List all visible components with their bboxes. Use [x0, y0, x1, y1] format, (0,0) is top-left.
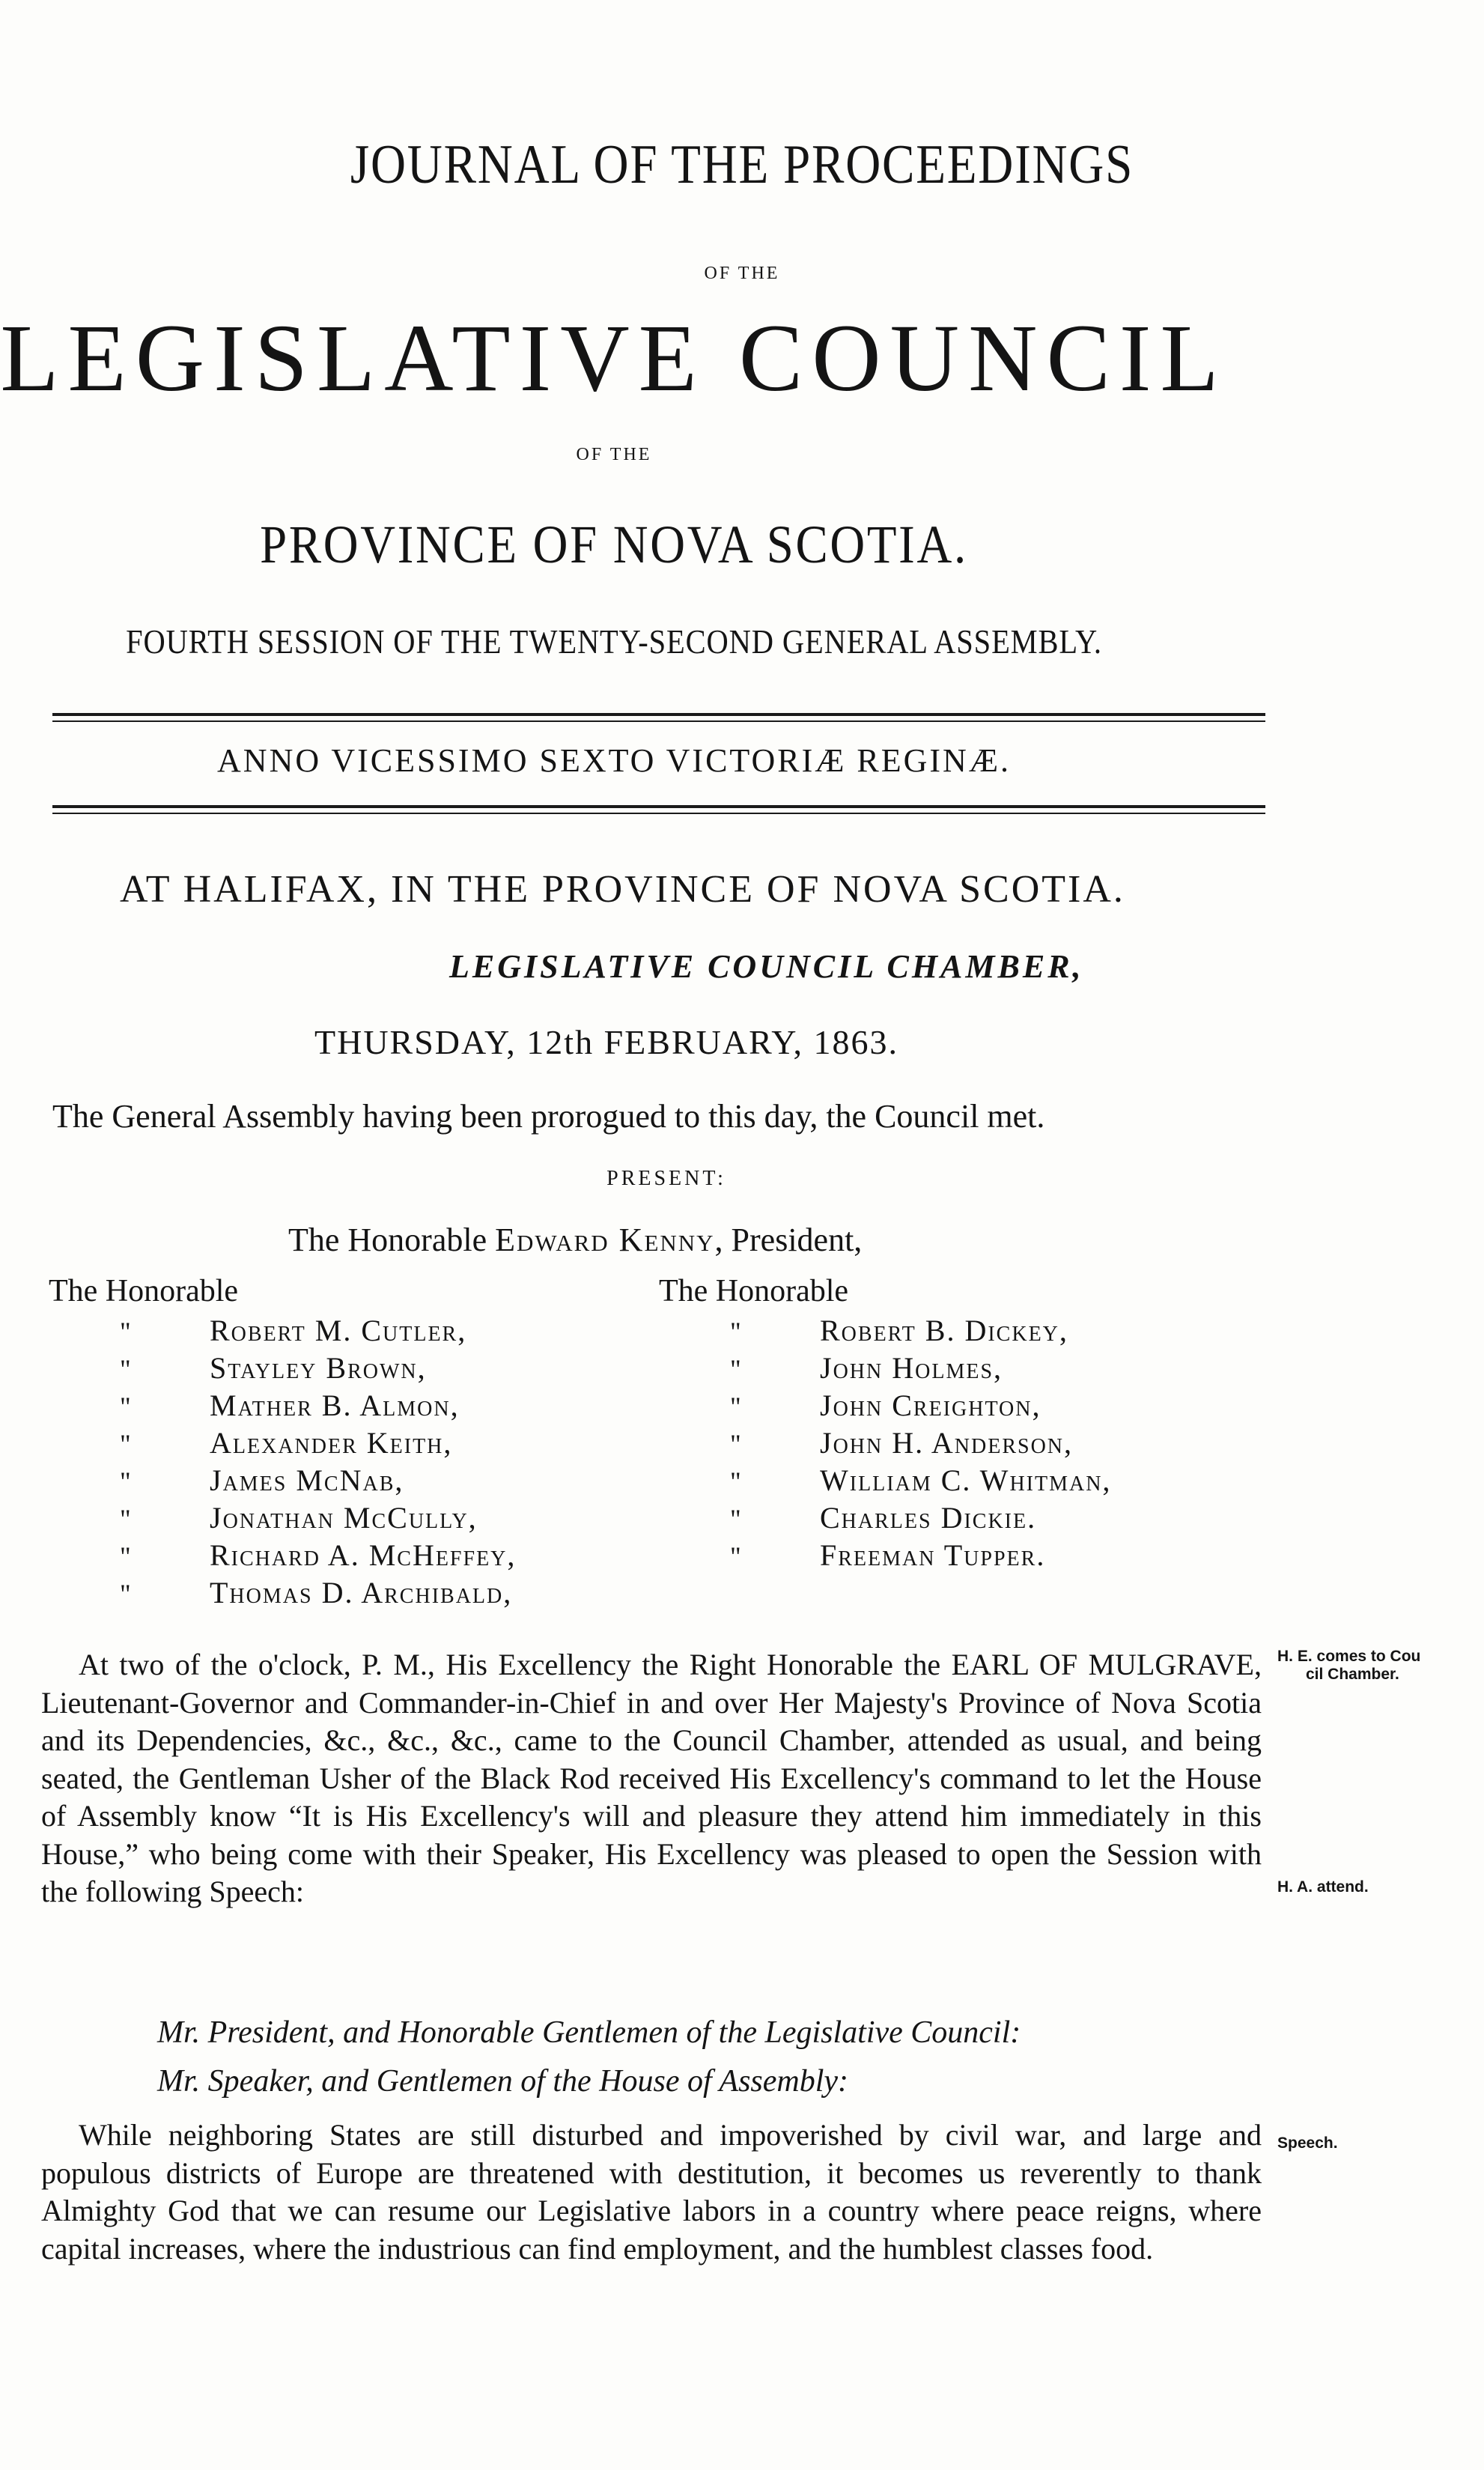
- ditto-mark: ": [120, 1579, 131, 1609]
- president-name: Edward Kenny: [495, 1222, 715, 1258]
- member-item: [120, 1574, 516, 1612]
- member-list-left: [120, 1312, 516, 1612]
- province-title: PROVINCE OF NOVA SCOTIA.: [260, 515, 968, 574]
- margin-note-line: cil Chamber.: [1306, 1666, 1399, 1683]
- ditto-mark: ": [120, 1354, 131, 1384]
- president-prefix: The Honorable: [288, 1222, 487, 1258]
- member-item: [120, 1387, 516, 1424]
- present-label: PRESENT:: [606, 1167, 726, 1190]
- ditto-mark: ": [120, 1317, 131, 1347]
- member-item: [730, 1350, 1111, 1387]
- member-name: Alexander Keith,: [210, 1426, 453, 1460]
- opening-text: At two of the o'clock, P. M., His Excellency the Right Honorable the EARL OF MULGRAVE, Lieutenant-Governor and Commander-in-Chief in and over Her Majesty's Province of Nova Scotia and its Dependencies, &c., &c., &c., came to the Council Chamber, attended as usual, and being seated, the Gentleman Usher of the Black Rod received His Excellency's command to let the House of Assembly know “It is His Excellency's will and pleasure they attend him immediately in this House,” who being come with their Speaker, His Excellency was pleased to open the Session with the following Speech:: [41, 1648, 1262, 1908]
- margin-note-line: H. E. comes to Cou: [1277, 1648, 1421, 1665]
- member-list-right: [730, 1312, 1111, 1574]
- member-item: [120, 1312, 516, 1350]
- speech-address-council: Mr. President, and Honorable Gentlemen of the Legislative Council:: [157, 2015, 1021, 2050]
- member-item: [730, 1312, 1111, 1350]
- ditto-mark: ": [120, 1504, 131, 1534]
- sitting-date: THURSDAY, 12th FEBRUARY, 1863.: [314, 1023, 899, 1061]
- member-name: Stayley Brown,: [210, 1351, 427, 1385]
- divider-rule: [52, 813, 1265, 814]
- member-item: [730, 1499, 1111, 1537]
- margin-note-he-comes: [1277, 1648, 1420, 1684]
- sitting-place: AT HALIFAX, IN THE PROVINCE OF NOVA SCOTIA.: [120, 868, 1125, 911]
- chamber-name: LEGISLATIVE COUNCIL CHAMBER,: [449, 948, 1084, 985]
- margin-note-ha-attend: H. A. attend.: [1277, 1878, 1369, 1896]
- member-item: [730, 1537, 1111, 1574]
- divider-rule: [52, 713, 1265, 716]
- member-name: Freeman Tupper.: [820, 1538, 1046, 1572]
- divider-rule: [52, 805, 1265, 808]
- ditto-mark: ": [120, 1541, 131, 1571]
- speech-text: While neighboring States are still disturbed and impoverished by civil war, and large and populous districts of Europe are threatened with destitution, it becomes us reverently to thank Almighty God that we can resume our Legislative labors in a country where peace reigns, where capital increases, where the industrious can find employment, and the humblest classes food.: [41, 2118, 1262, 2266]
- member-name: Robert M. Cutler,: [210, 1314, 467, 1347]
- ditto-mark: ": [730, 1466, 741, 1496]
- member-name: John H. Anderson,: [820, 1426, 1074, 1460]
- member-name: Robert B. Dickey,: [820, 1314, 1068, 1347]
- ditto-mark: ": [120, 1466, 131, 1496]
- president-line: [288, 1221, 862, 1259]
- regnal-year: ANNO VICESSIMO SEXTO VICTORIÆ REGINÆ.: [217, 742, 1011, 779]
- member-item: [730, 1462, 1111, 1499]
- member-item: [730, 1424, 1111, 1462]
- ditto-mark: ": [730, 1392, 741, 1421]
- ditto-mark: ": [730, 1354, 741, 1384]
- of-the-label: OF THE: [576, 445, 652, 464]
- member-name: John Holmes,: [820, 1351, 1003, 1385]
- ditto-mark: ": [730, 1541, 741, 1571]
- member-name: Jonathan McCully,: [210, 1501, 478, 1535]
- member-name: William C. Whitman,: [820, 1463, 1112, 1497]
- member-item: [120, 1462, 516, 1499]
- member-item: [120, 1424, 516, 1462]
- ditto-mark: ": [730, 1317, 741, 1347]
- of-the-label: OF THE: [704, 264, 780, 283]
- member-item: [120, 1537, 516, 1574]
- member-name: Thomas D. Archibald,: [210, 1576, 513, 1609]
- member-name: Richard A. McHeffey,: [210, 1538, 517, 1572]
- speech-paragraph: [41, 2117, 1262, 2268]
- ditto-mark: ": [730, 1504, 741, 1534]
- member-name: Charles Dickie.: [820, 1501, 1037, 1535]
- right-column-heading: The Honorable: [659, 1274, 849, 1308]
- member-name: John Creighton,: [820, 1389, 1041, 1422]
- session-title: FOURTH SESSION OF THE TWENTY-SECOND GENERAL ASSEMBLY.: [126, 622, 1102, 661]
- member-name: Mather B. Almon,: [210, 1389, 460, 1422]
- divider-rule: [52, 720, 1265, 722]
- ditto-mark: ": [730, 1429, 741, 1459]
- member-name: James McNab,: [210, 1463, 404, 1497]
- president-suffix: , President,: [714, 1222, 863, 1258]
- opening-paragraph: [41, 1646, 1262, 1911]
- council-title: LEGISLATIVE COUNCIL: [0, 305, 1228, 411]
- member-item: [120, 1350, 516, 1387]
- ditto-mark: ": [120, 1392, 131, 1421]
- speech-address-assembly: Mr. Speaker, and Gentlemen of the House of Assembly:: [157, 2064, 849, 2099]
- assembly-note: The General Assembly having been prorogued to this day, the Council met.: [52, 1098, 1045, 1135]
- member-item: [120, 1499, 516, 1537]
- member-item: [730, 1387, 1111, 1424]
- margin-note-speech: Speech.: [1277, 2134, 1338, 2152]
- left-column-heading: The Honorable: [49, 1274, 239, 1308]
- journal-title: JOURNAL OF THE PROCEEDINGS: [350, 134, 1134, 195]
- ditto-mark: ": [120, 1429, 131, 1459]
